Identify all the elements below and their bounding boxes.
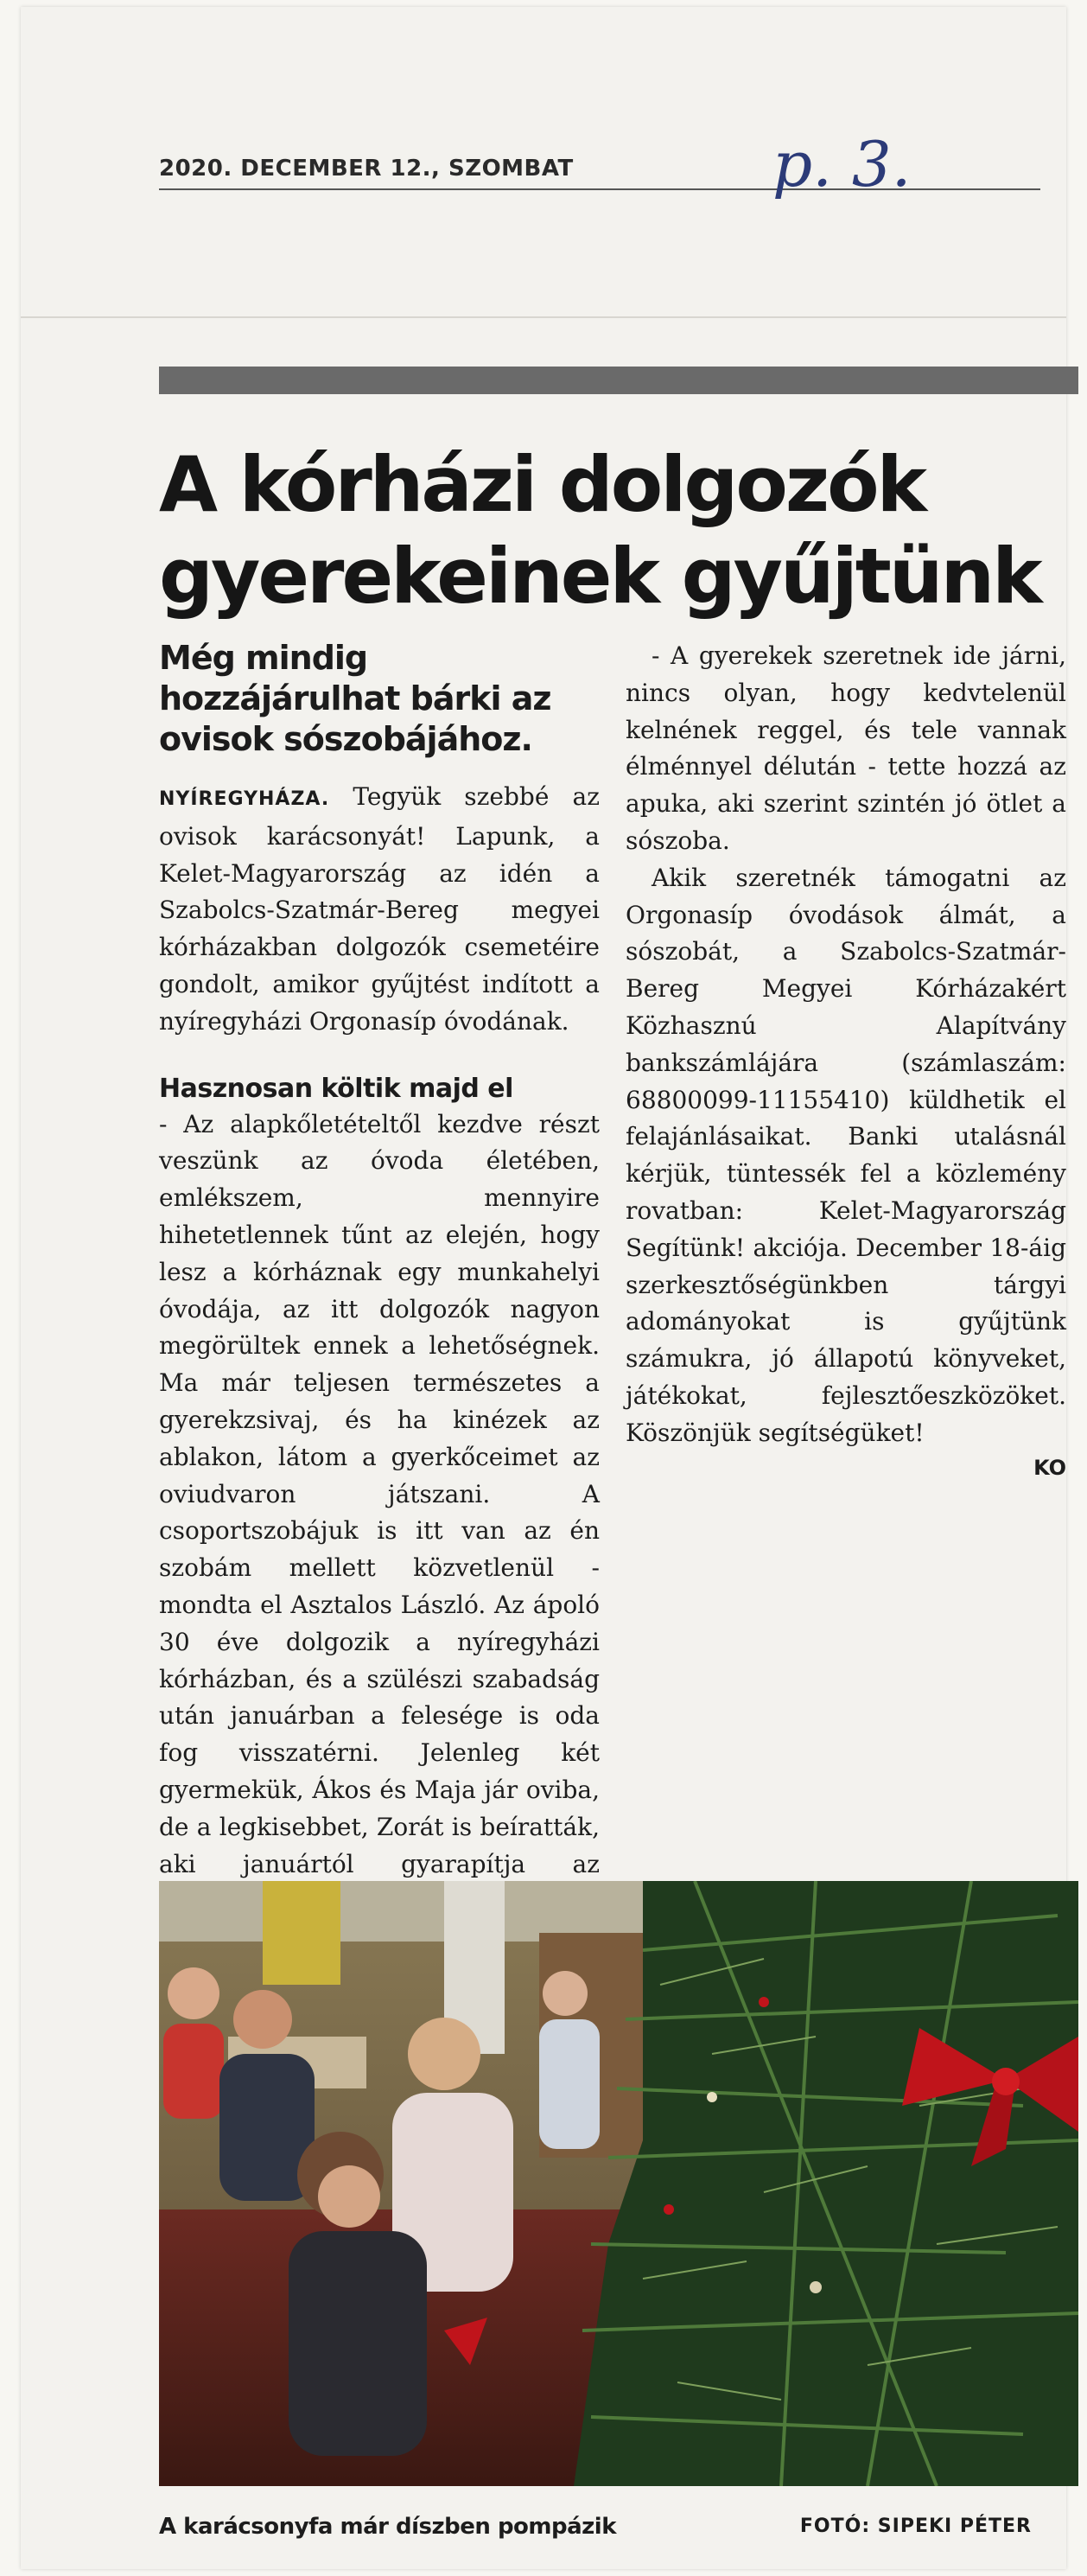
- article-photo: [159, 1881, 1078, 2486]
- article-paragraph-2: - A gyerekek szeretnek ide járni, nincs olyan, hogy kedvtelenül kelnének reggel, és tele vannak élménnyel délután - tette hozzá az apuka, aki szerint szintén jó ötlet a sószoba.: [626, 641, 1066, 855]
- newspaper-page: [21, 7, 1066, 2569]
- handwritten-page-note: p. 3.: [772, 128, 912, 201]
- article-paragraph-3: Akik szeretnék támogatni az Orgonasíp óvodások álmát, a sószobát, a Szabolcs-Szatmár-Bereg Megyei Kórházakért Közhasznú Alapítvány bankszámlájára (számlaszám: 68800099-11155410) küldhetik el felajánlásaikat. Banki utalásnál kérjük, tüntessék fel a közlemény rovatban: Kelet-Magyarország Segítünk! akciója. December 18-áig szerkesztőségünkben tárgyi adományokat is gyűjtünk számukra, jó állapotú könyveket, játékokat, fejlesztőeszközöket. Köszönjük segítségüket!: [626, 863, 1066, 1447]
- christmas-tree-photo-illustration: [159, 1881, 1078, 2486]
- article-column-left: [159, 638, 600, 1920]
- author-signature: KO: [1033, 1455, 1066, 1480]
- photo-credit: FOTÓ: SIPEKI PÉTER: [799, 2515, 1032, 2537]
- christmas-tree-illustration: [574, 1881, 1078, 2486]
- article-intro: [159, 779, 600, 1041]
- article-column-right-text: [626, 638, 1066, 1452]
- dateline: 2020. DECEMBER 12., SZOMBAT: [159, 156, 574, 182]
- article-column-right: [626, 638, 1066, 1483]
- article-lead: Még mindig hozzájárulhat bárki az ovisok sószobájához.: [159, 639, 551, 758]
- article-intro-text: Tegyük szebbé az ovisok karácsonyát! Lapunk, a Kelet-Magyarország az idén a Szabolcs-Szatmár-Bereg megyei kórházakban dolgozók csemetéire gondolt, amikor gyűjtést indított a nyíregyházi Orgonasíp óvodának.: [159, 782, 601, 1036]
- article-subhead: Hasznosan költik majd el: [159, 1073, 513, 1104]
- section-bar: [159, 367, 1078, 394]
- article-headline: A kórházi dolgozók gyerekeinek gyűjtünk: [159, 440, 1040, 621]
- photo-caption: A karácsonyfa már díszben pompázik: [159, 2514, 616, 2540]
- article-paragraph-1: - Az alapkőletételtől kezdve részt veszünk az óvoda életében, emlékszem, mennyire hihetetlennek tűnt az elején, hogy lesz a kórháznak egy munkahelyi óvodája, az itt dolgozók nagyon megörültek ennek a lehetőségnek. Ma már teljesen természetes a gyerekzsivaj, és ha kinézek az ablakon, látom a gyerkőceimet az oviudvaron játszani. A csoportszobájuk is itt van az én szobám mellett közvetlenül - mondta el Asztalos László. Az ápoló 30 éve dolgozik a nyíregyházi kórházban, és a szülészi szabadság után januárban a felesége is oda fog visszatérni. Jelenleg két gyermekük, Ákos és Maja jár oviba, de a legkisebbet, Zorát is beíratták, aki januártól gyarapítja az: [159, 1109, 600, 1878]
- article-kicker: NYÍREGYHÁZA.: [159, 788, 330, 810]
- scan-seam: [21, 316, 1066, 318]
